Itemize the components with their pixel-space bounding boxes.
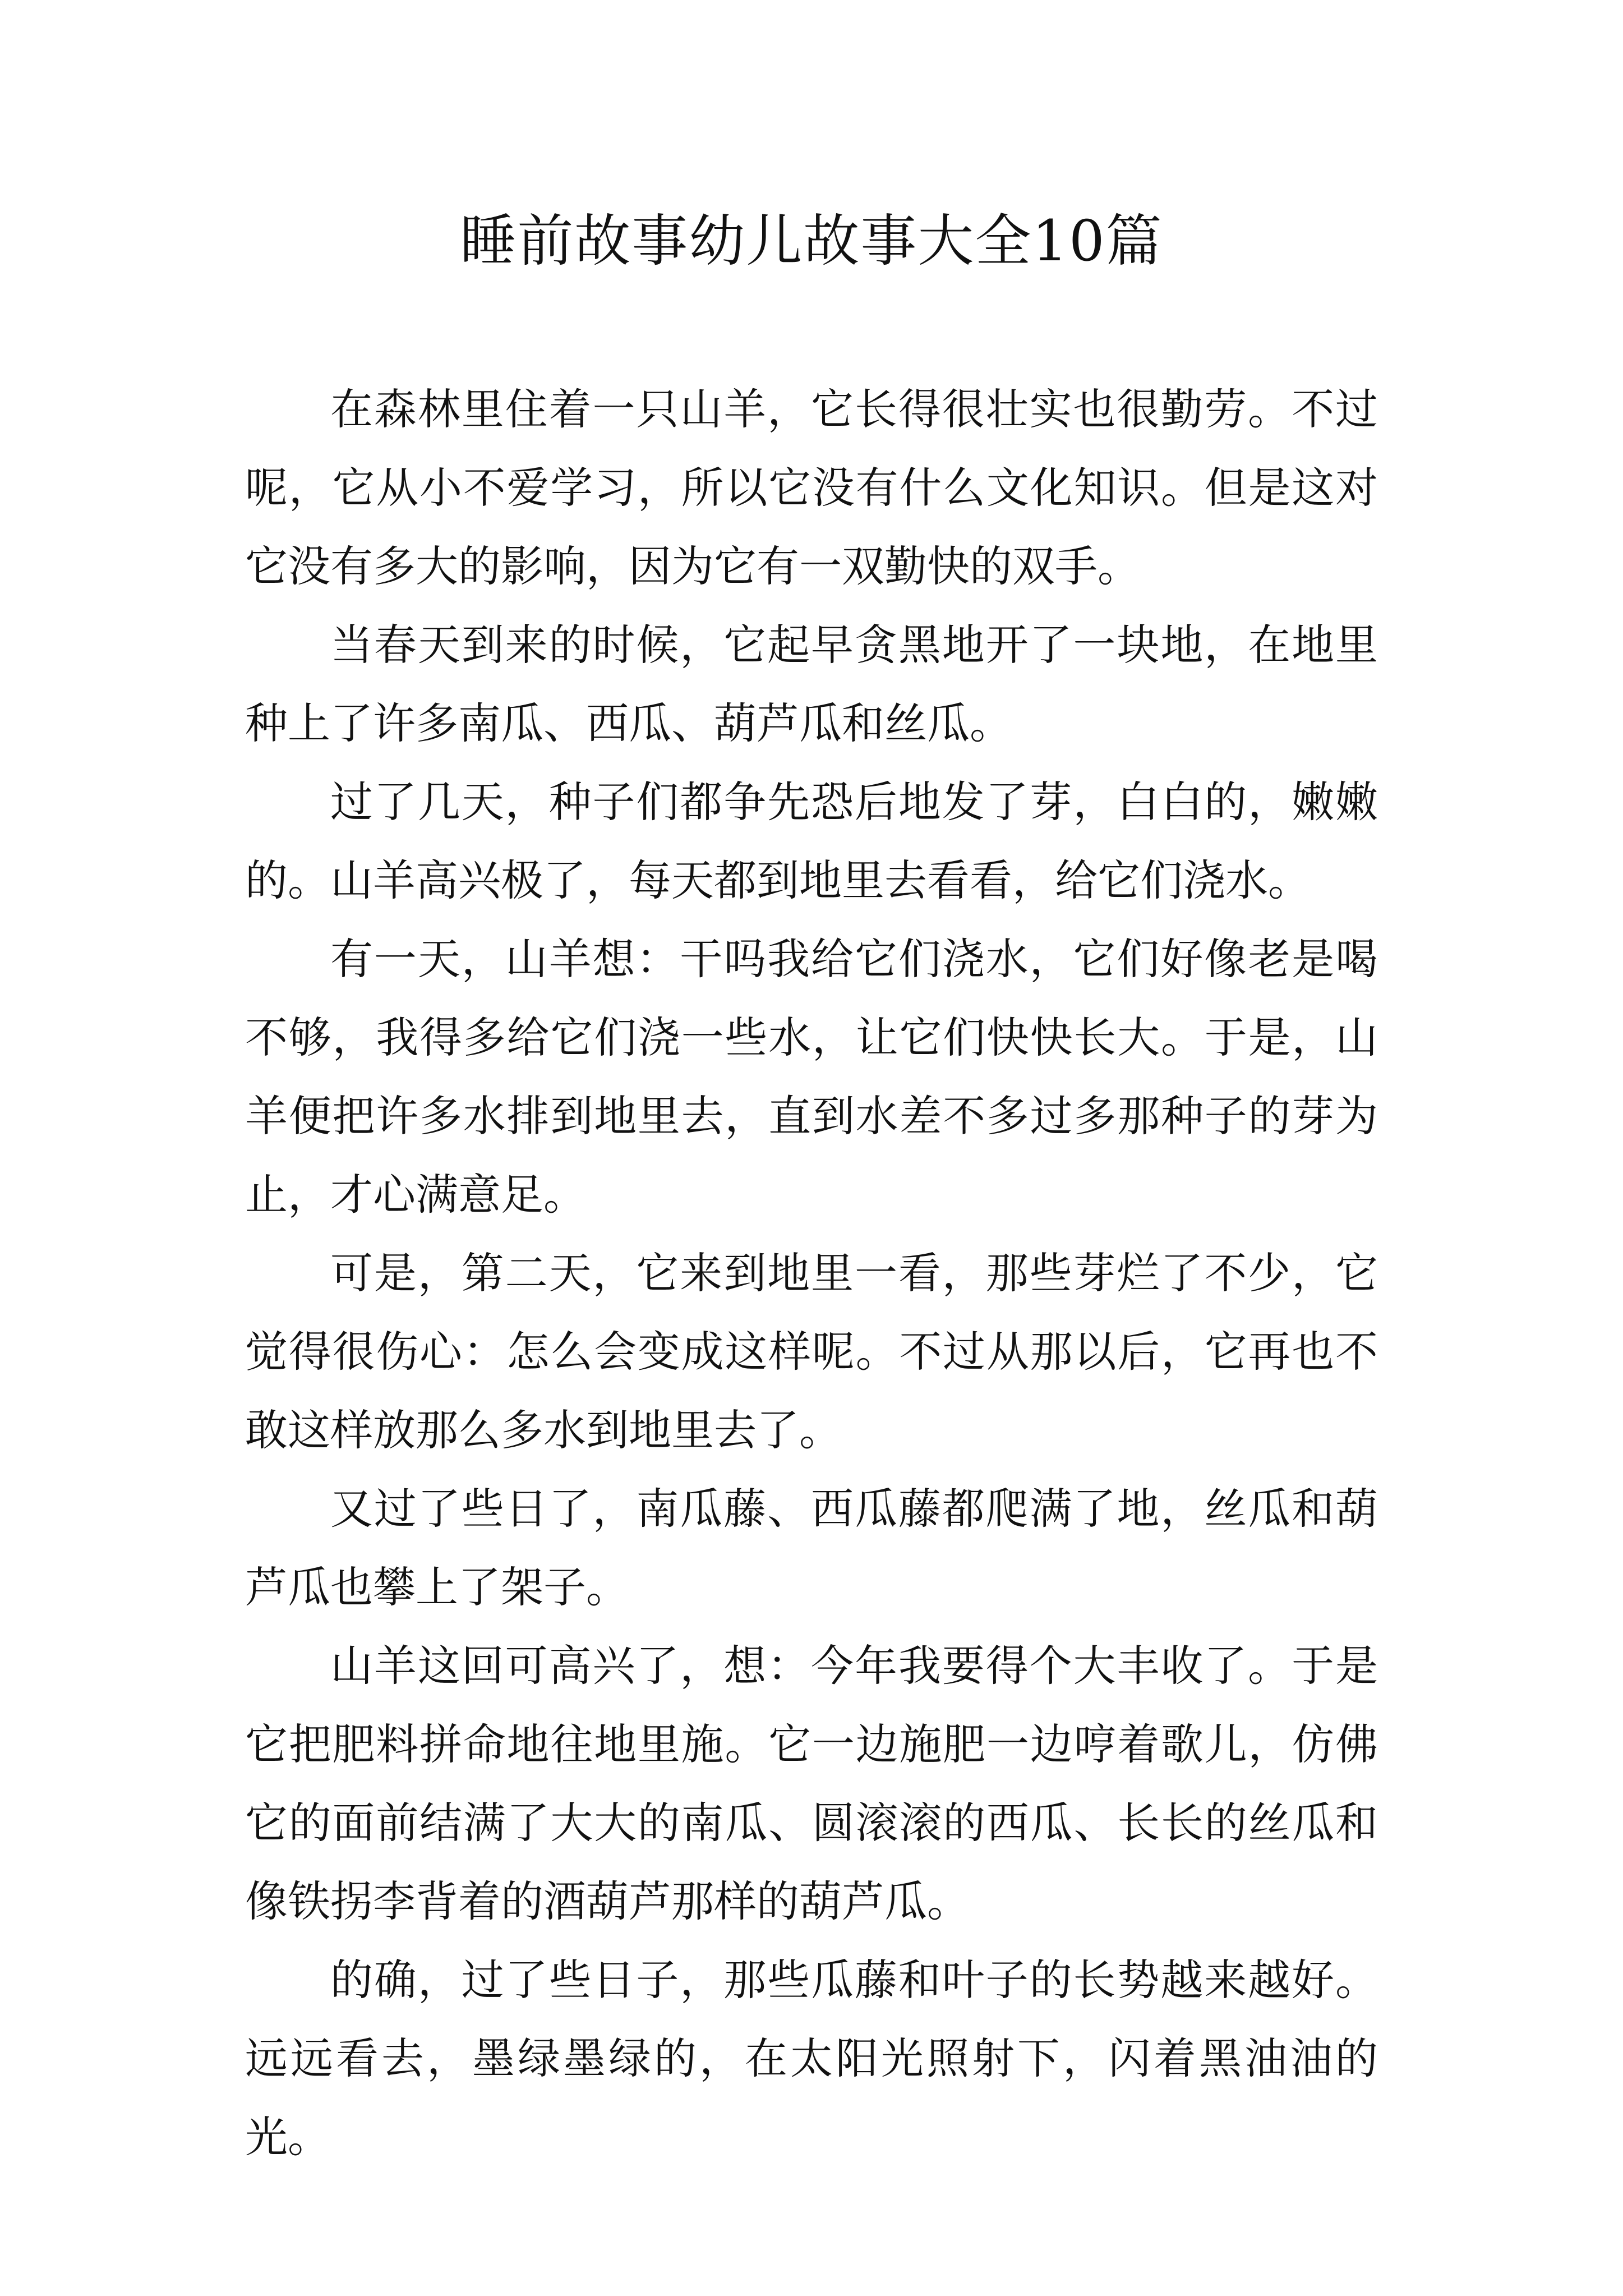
paragraph: 有一天，山羊想：干吗我给它们浇水，它们好像老是喝不够，我得多给它们浇一些水，让它们快快长大。于是，山羊便把许多水排到地里去，直到水差不多过多那种子的芽为止，才心满意足。: [245, 934, 1378, 1220]
paragraph: 又过了些日了，南瓜藤、西瓜藤都爬满了地，丝瓜和葫芦瓜也攀上了架子。: [245, 1484, 1378, 1612]
paragraph: 可是，第二天，它来到地里一看，那些芽烂了不少，它觉得很伤心：怎么会变成这样呢。不过从那以后，它再也不敢这样放那么多水到地里去了。: [245, 1248, 1378, 1455]
paragraph: 在森林里住着一只山羊，它长得很壮实也很勤劳。不过呢，它从小不爱学习，所以它没有什么文化知识。但是这对它没有多大的影响，因为它有一双勤快的双手。: [245, 384, 1378, 591]
paragraph: 当春天到来的时候，它起早贪黑地开了一块地，在地里种上了许多南瓜、西瓜、葫芦瓜和丝瓜。: [245, 620, 1378, 748]
paragraph: 山羊这回可高兴了，想：今年我要得个大丰收了。于是它把肥料拼命地往地里施。它一边施肥一边哼着歌儿，仿佛它的面前结满了大大的南瓜、圆滚滚的西瓜、长长的丝瓜和像铁拐李背着的酒葫芦那样的葫芦瓜。: [245, 1641, 1378, 1926]
document-title: 睡前故事幼儿故事大全10篇: [460, 208, 1163, 274]
document-body: [245, 370, 1378, 2177]
paragraph: 过了几天，种子们都争先恐后地发了芽，白白的，嫩嫩的。山羊高兴极了，每天都到地里去看看，给它们浇水。: [245, 777, 1378, 905]
paragraph: 的确，过了些日子，那些瓜藤和叶子的长势越来越好。远远看去，墨绿墨绿的，在太阳光照射下，闪着黑油油的光。: [245, 1955, 1378, 2162]
